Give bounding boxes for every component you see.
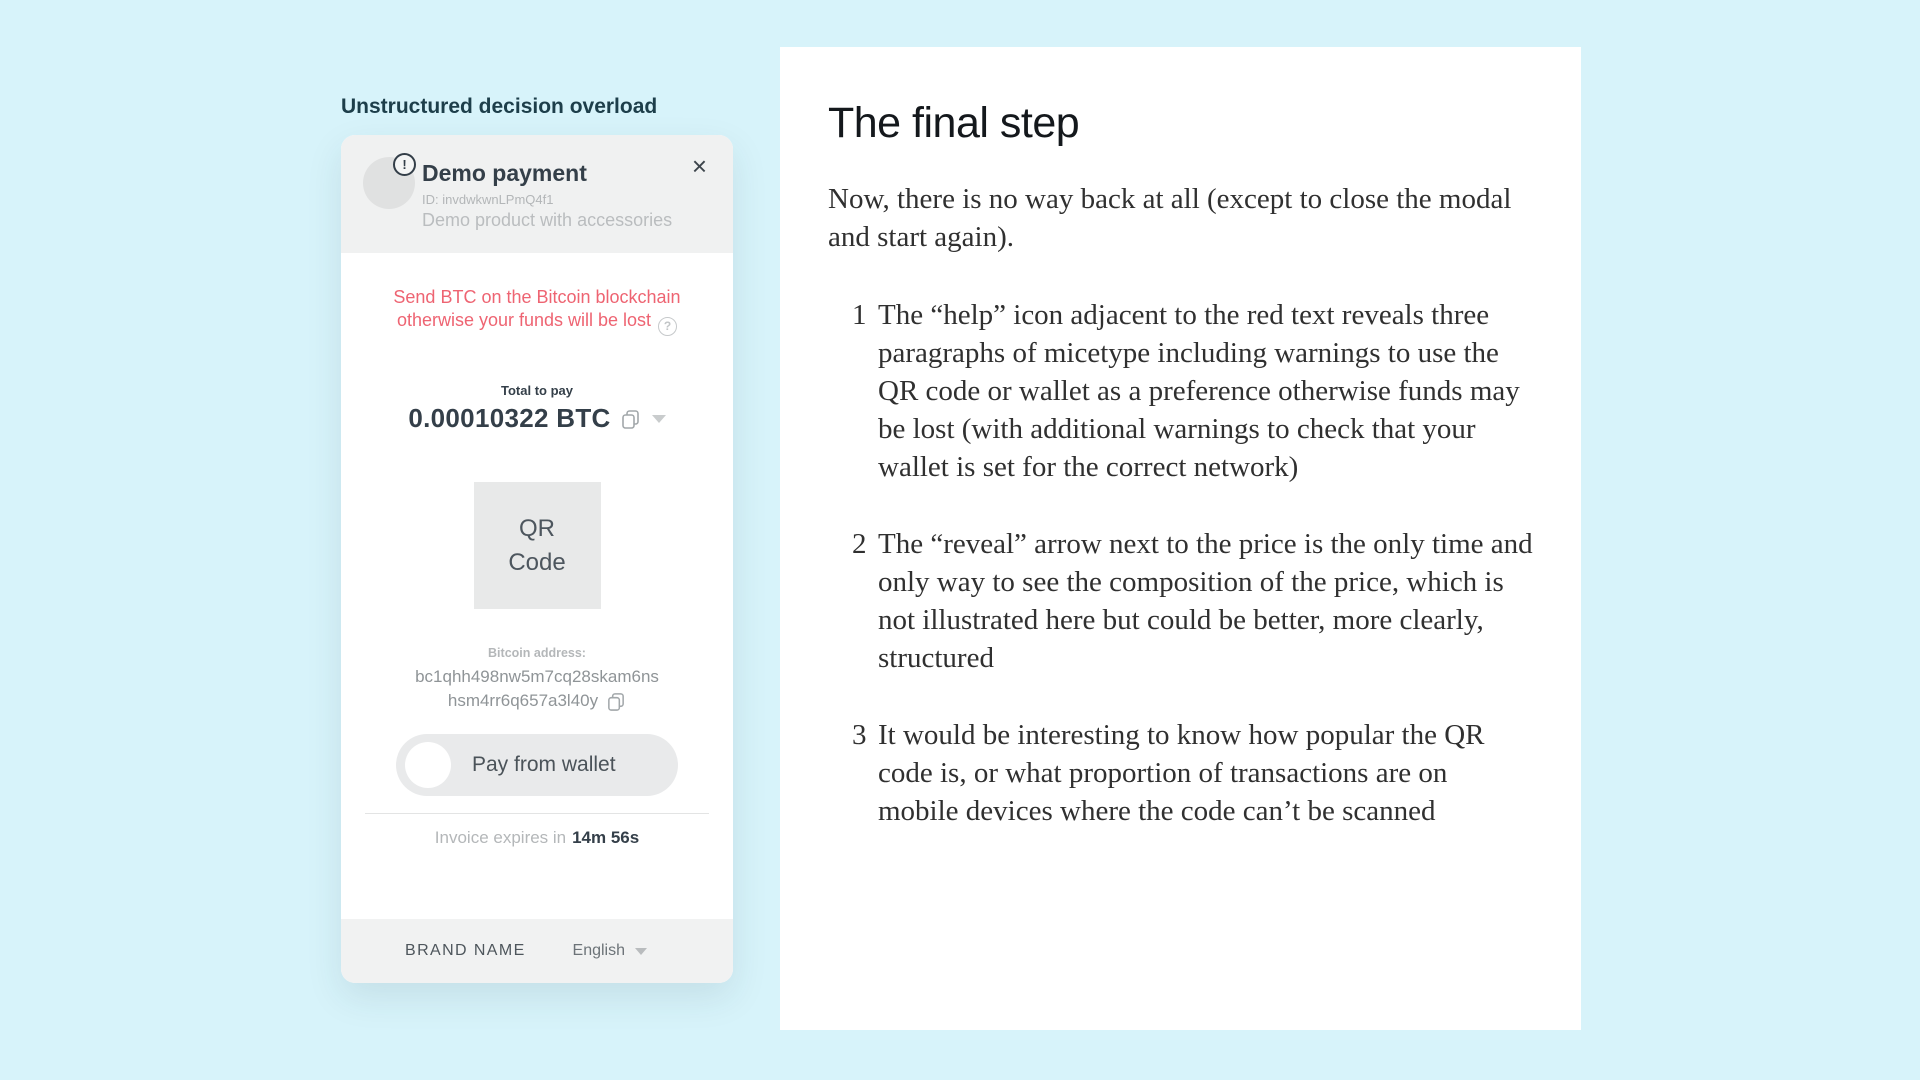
brand-name: BRAND NAME [405,942,526,959]
copy-amount-button[interactable] [620,408,641,430]
list-item [852,716,1533,830]
intro-paragraph: Now, there is no way back at all (except to close the modal and start again). [828,183,1512,253]
total-to-pay-label: Total to pay [501,383,573,398]
alert-circle-icon[interactable]: ! [393,153,416,176]
language-label: English [572,942,625,959]
modal-body [341,253,733,919]
list-item-number: 1 [852,299,867,331]
pay-button-label: Pay from wallet [472,753,616,776]
list-item-number: 3 [852,719,867,751]
expiry-prefix: Invoice expires in [434,828,567,847]
qr-text-line-1: QR [519,514,555,542]
product-subtitle: Demo product with accessories [422,210,673,230]
network-warning [341,286,733,336]
list-item [852,296,1533,486]
list-item-number: 2 [852,528,867,560]
qr-text-line-2: Code [508,548,566,576]
list-item-text: The “reveal” arrow next to the price is the only time and only way to see the composition of the price, which is not illustrated here but could be better, more clearly, structured [878,528,1533,674]
section-caption: Unstructured decision overload [341,95,658,118]
page-title: The final step [828,99,1080,147]
warning-line-2: otherwise your funds will be lost [396,310,652,330]
article-panel [780,47,1581,1030]
list-item-text: It would be interesting to know how popular the QR code is, or what proportion of transactions are on mobile devices where the code can’t be scanned [878,719,1485,827]
language-selector[interactable] [573,942,647,960]
list-item-text: The “help” icon adjacent to the red text reveals three paragraphs of micetype including warnings to use the QR code or wallet as a preference otherwise funds may be lost (with additional warnings to check that your wallet is set for the correct network) [878,299,1520,483]
help-icon[interactable]: ? [658,317,677,336]
copy-address-button[interactable] [606,691,626,712]
amount-row [341,403,733,434]
close-button[interactable]: × [691,151,707,181]
pay-from-wallet-button[interactable] [396,734,678,796]
expiry-countdown: 14m 56s [572,828,640,847]
price-reveal-chevron-icon[interactable] [652,415,666,423]
numbered-list [852,296,1533,830]
payment-modal [341,135,733,983]
chevron-down-icon [635,948,647,955]
invoice-id: ID: invdwkwnLPmQ4f1 [422,192,554,207]
header-text [422,160,672,231]
modal-header [341,135,733,253]
address-line-1: bc1qhh498nw5m7cq28skam6ns [415,667,659,686]
warning-line-1: Send BTC on the Bitcoin blockchain [393,287,681,307]
modal-footer [341,919,733,983]
list-item [852,525,1533,677]
address-line-2: hsm4rr6q657a3l40y [447,691,599,710]
qr-code-placeholder [474,482,601,609]
payment-title: Demo payment [422,160,587,186]
invoice-expiry [341,828,733,848]
divider [365,813,709,814]
bitcoin-address-label: Bitcoin address: [488,646,586,660]
bitcoin-address [341,665,733,713]
btc-amount: 0.00010322 BTC [408,403,611,433]
copy-icon [620,408,641,430]
wallet-icon [405,742,451,788]
copy-icon [606,691,626,712]
